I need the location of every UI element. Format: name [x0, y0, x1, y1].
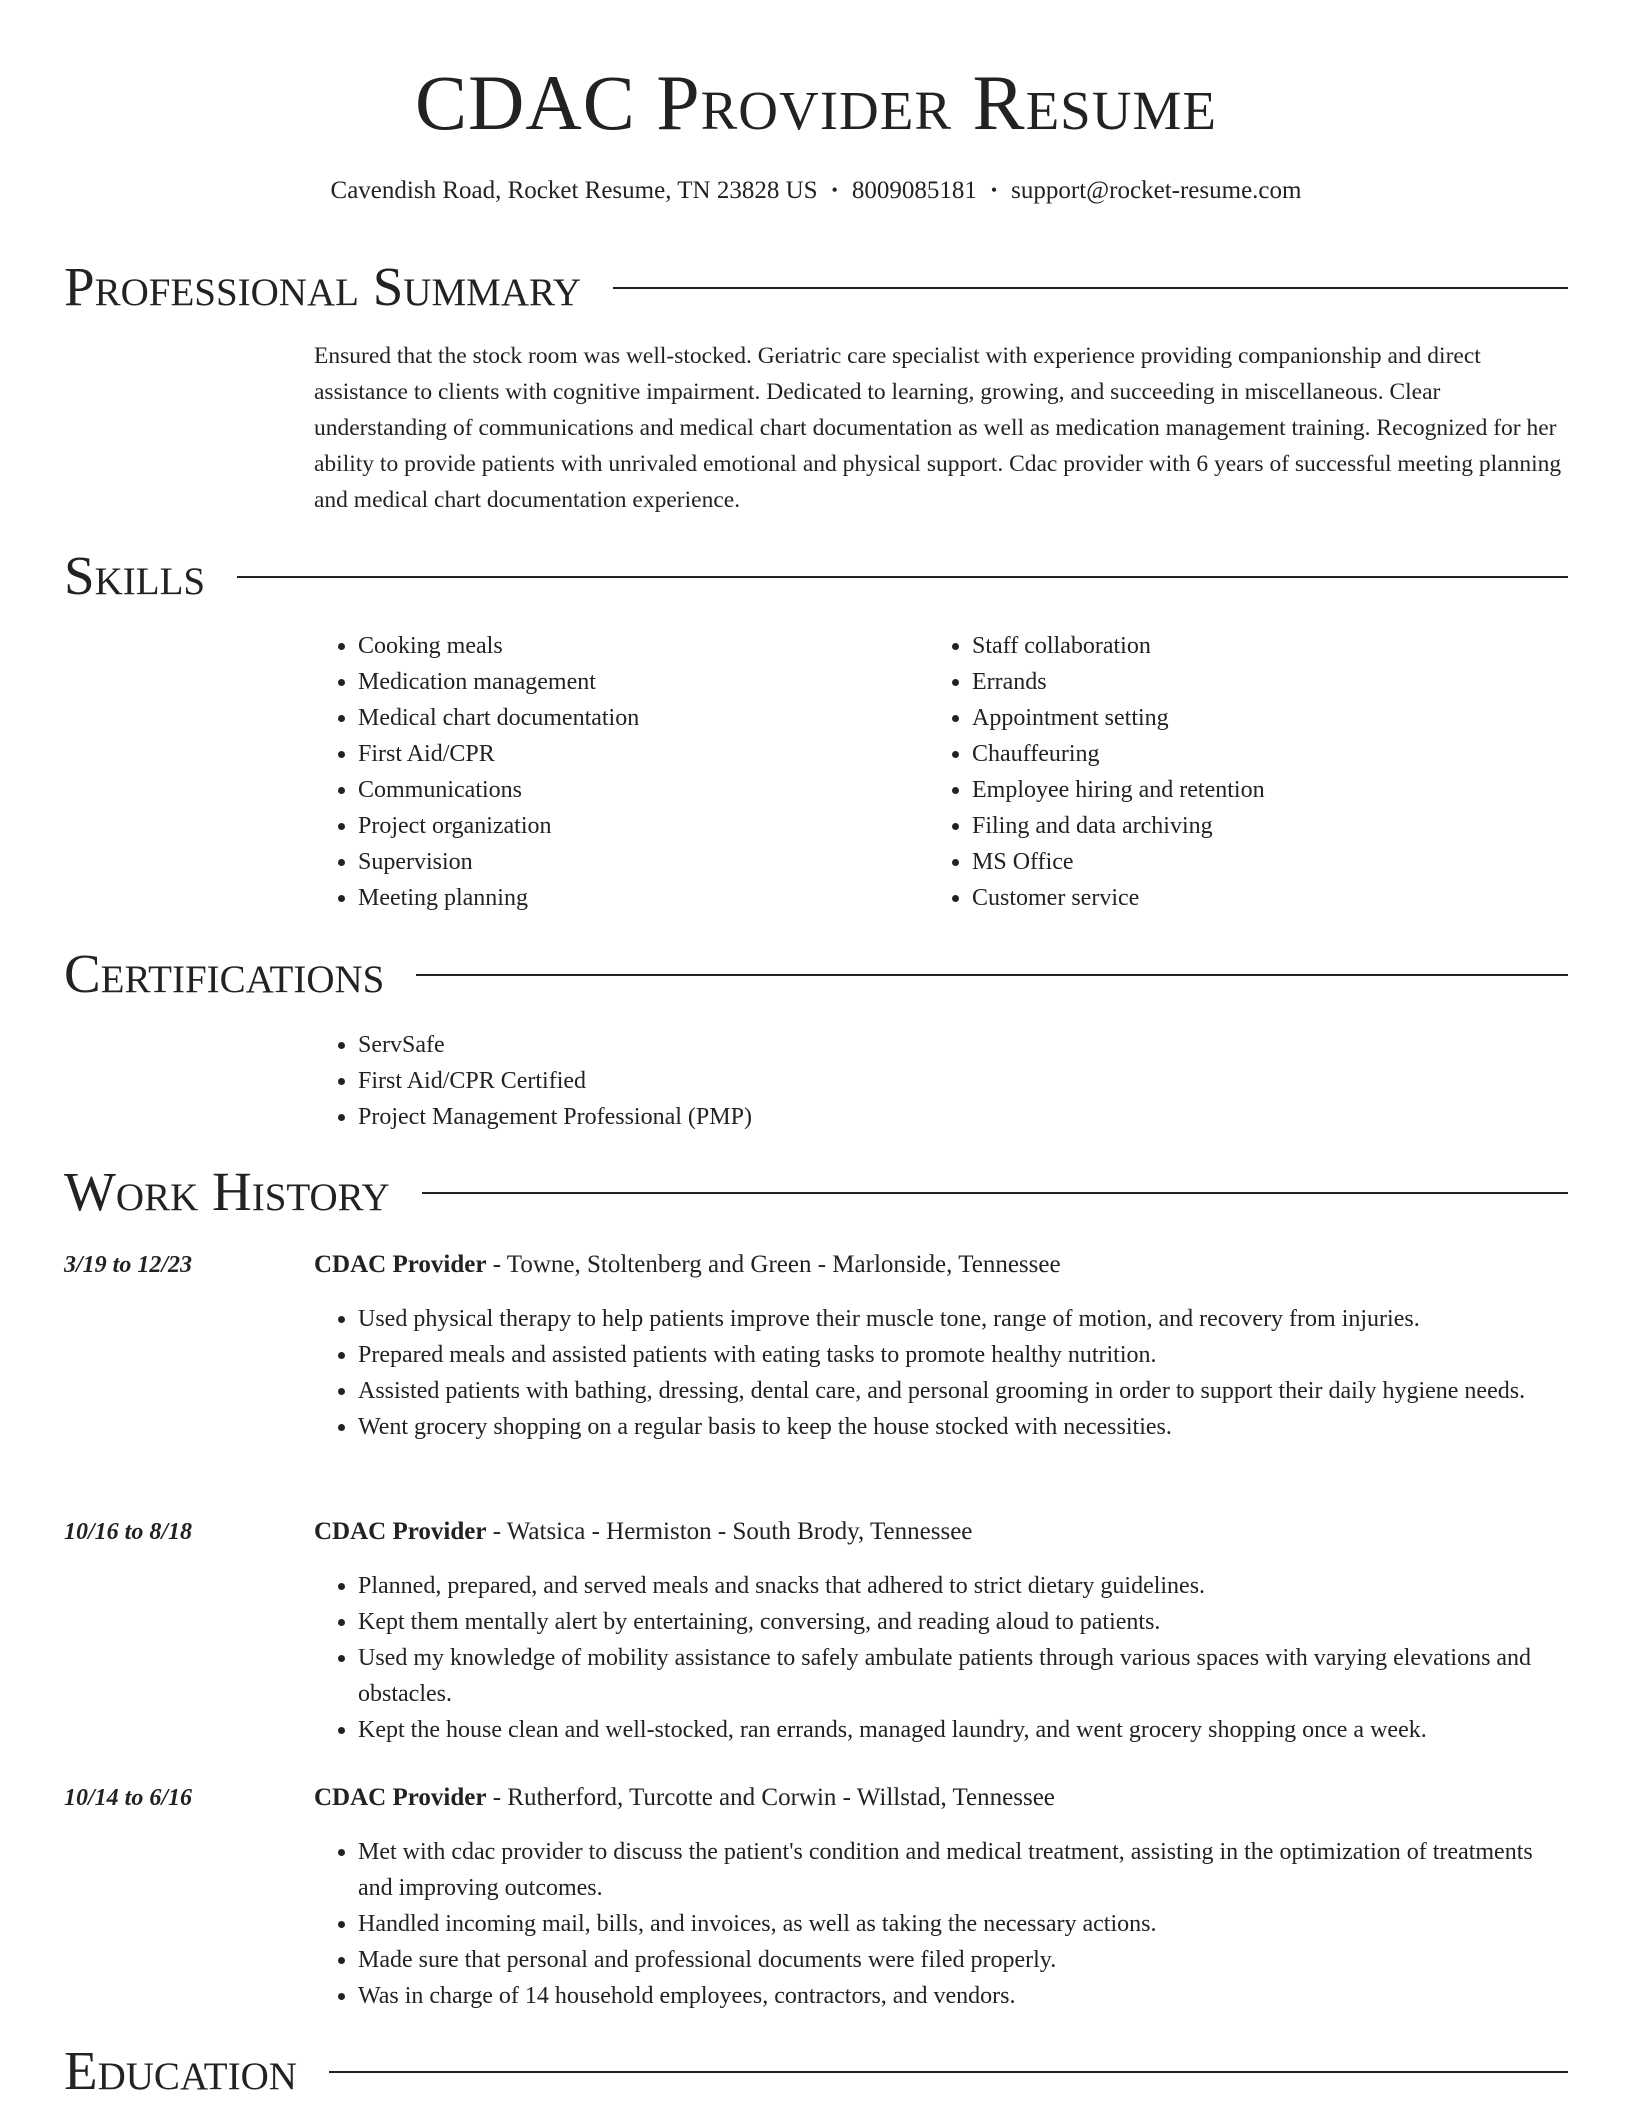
- certification-item: • First Aid/CPR Certified: [358, 1063, 752, 1099]
- section-title-education: Education: [64, 2040, 297, 2101]
- section-title-skills: Skills: [64, 545, 206, 606]
- skill-item: • Communications: [358, 772, 639, 808]
- email-address: support@rocket-resume.com: [1011, 177, 1302, 204]
- section-divider: [613, 287, 1568, 289]
- job-title: CDAC Provider: [314, 1518, 487, 1545]
- job-duty-item: • Was in charge of 14 household employees, contractors, and vendors.: [358, 1978, 1568, 2014]
- skill-item: • Cooking meals: [358, 628, 639, 664]
- job-dates: 10/16 to 8/18: [64, 1519, 193, 1545]
- section-header-education: [64, 2040, 1568, 2102]
- job-title: CDAC Provider: [314, 1251, 487, 1278]
- job-duty-item: • Used physical therapy to help patients improve their muscle tone, range of motion, and recovery from injuries.: [358, 1301, 1568, 1337]
- skill-item: • Appointment setting: [972, 700, 1265, 736]
- skill-item: • Errands: [972, 664, 1265, 700]
- section-title-certifications: Certifications: [64, 943, 385, 1004]
- section-divider: [329, 2071, 1568, 2073]
- skill-item: • Employee hiring and retention: [972, 772, 1265, 808]
- job-duties: [314, 1301, 1568, 1445]
- job-heading: [314, 1247, 1061, 1283]
- job-duties: [314, 1568, 1568, 1748]
- job-duty-item: • Made sure that personal and professional documents were filed properly.: [358, 1942, 1568, 1978]
- job-duty-item: • Used my knowledge of mobility assistance to safely ambulate patients through various spaces with varying elevations and obstacles.: [358, 1640, 1568, 1712]
- job-duty-item: • Kept the house clean and well-stocked, ran errands, managed laundry, and went grocery shopping once a week.: [358, 1712, 1568, 1748]
- section-title-summary: Professional Summary: [64, 256, 582, 317]
- skill-item: • Filing and data archiving: [972, 808, 1265, 844]
- section-title-work-history: Work History: [64, 1161, 390, 1222]
- job-heading: [314, 1514, 972, 1550]
- section-divider: [422, 1192, 1568, 1194]
- section-header-certifications: [64, 943, 1568, 1005]
- separator-dot: •: [990, 180, 998, 200]
- certification-item: • ServSafe: [358, 1027, 752, 1063]
- resume-title: CDAC Provider Resume: [415, 59, 1217, 146]
- job-employer: - Rutherford, Turcotte and Corwin - Willstad, Tennessee: [486, 1784, 1055, 1811]
- certifications-list: [314, 1027, 752, 1135]
- skill-item: • Medication management: [358, 664, 639, 700]
- skill-item: • First Aid/CPR: [358, 736, 639, 772]
- job-duty-item: • Planned, prepared, and served meals and snacks that adhered to strict dietary guidelines.: [358, 1568, 1568, 1604]
- job-duty-item: • Assisted patients with bathing, dressing, dental care, and personal grooming in order to support their daily hygiene needs.: [358, 1373, 1568, 1409]
- section-divider: [237, 576, 1568, 578]
- job-duty-item: • Prepared meals and assisted patients with eating tasks to promote healthy nutrition.: [358, 1337, 1568, 1373]
- separator-dot: •: [831, 180, 838, 200]
- job-duty-item: • Handled incoming mail, bills, and invoices, as well as taking the necessary actions.: [358, 1906, 1568, 1942]
- job-title: CDAC Provider: [314, 1784, 487, 1811]
- job-duties: [314, 1834, 1568, 2014]
- skill-item: • Chauffeuring: [972, 736, 1265, 772]
- section-header-work-history: [64, 1161, 1568, 1223]
- skill-item: • Medical chart documentation: [358, 700, 639, 736]
- skill-item: • Customer service: [972, 880, 1265, 916]
- job-heading: [314, 1780, 1055, 1816]
- contact-line: [0, 174, 1632, 207]
- skill-item: • Supervision: [358, 844, 639, 880]
- address: Cavendish Road, Rocket Resume, TN 23828 US: [330, 177, 818, 204]
- job-dates: 10/14 to 6/16: [64, 1785, 193, 1811]
- summary-text: Ensured that the stock room was well-stocked. Geriatric care specialist with experience providing companionship and direct assistance to clients with cognitive impairment. Dedicated to learning, growing, and succeeding in miscellaneous. Clear understanding of communications and medical chart documentation as well as medication management training. Recognized for her ability to provide patients with unrivaled emotional and physical support. Cdac provider with 6 years of successful meeting planning and medical chart documentation experience.: [314, 343, 1562, 513]
- job-duty-item: • Kept them mentally alert by entertaining, conversing, and reading aloud to patients.: [358, 1604, 1568, 1640]
- skills-list-right: [928, 628, 1265, 916]
- skills-list-left: [314, 628, 639, 916]
- section-header-summary: [64, 256, 1568, 318]
- section-header-skills: [64, 545, 1568, 607]
- job-duty-item: • Met with cdac provider to discuss the patient's condition and medical treatment, assisting in the optimization of treatments and improving outcomes.: [358, 1834, 1568, 1906]
- certification-item: • Project Management Professional (PMP): [358, 1099, 752, 1135]
- skill-item: • MS Office: [972, 844, 1265, 880]
- phone-number: 8009085181: [851, 177, 977, 204]
- skill-item: • Project organization: [358, 808, 639, 844]
- job-duty-item: • Went grocery shopping on a regular basis to keep the house stocked with necessities.: [358, 1409, 1568, 1445]
- skill-item: • Staff collaboration: [972, 628, 1265, 664]
- job-employer: - Watsica - Hermiston - South Brody, Tennessee: [486, 1518, 973, 1545]
- section-divider: [416, 974, 1568, 976]
- job-employer: - Towne, Stoltenberg and Green - Marlonside, Tennessee: [486, 1251, 1061, 1278]
- skill-item: • Meeting planning: [358, 880, 639, 916]
- job-dates: 3/19 to 12/23: [64, 1252, 193, 1278]
